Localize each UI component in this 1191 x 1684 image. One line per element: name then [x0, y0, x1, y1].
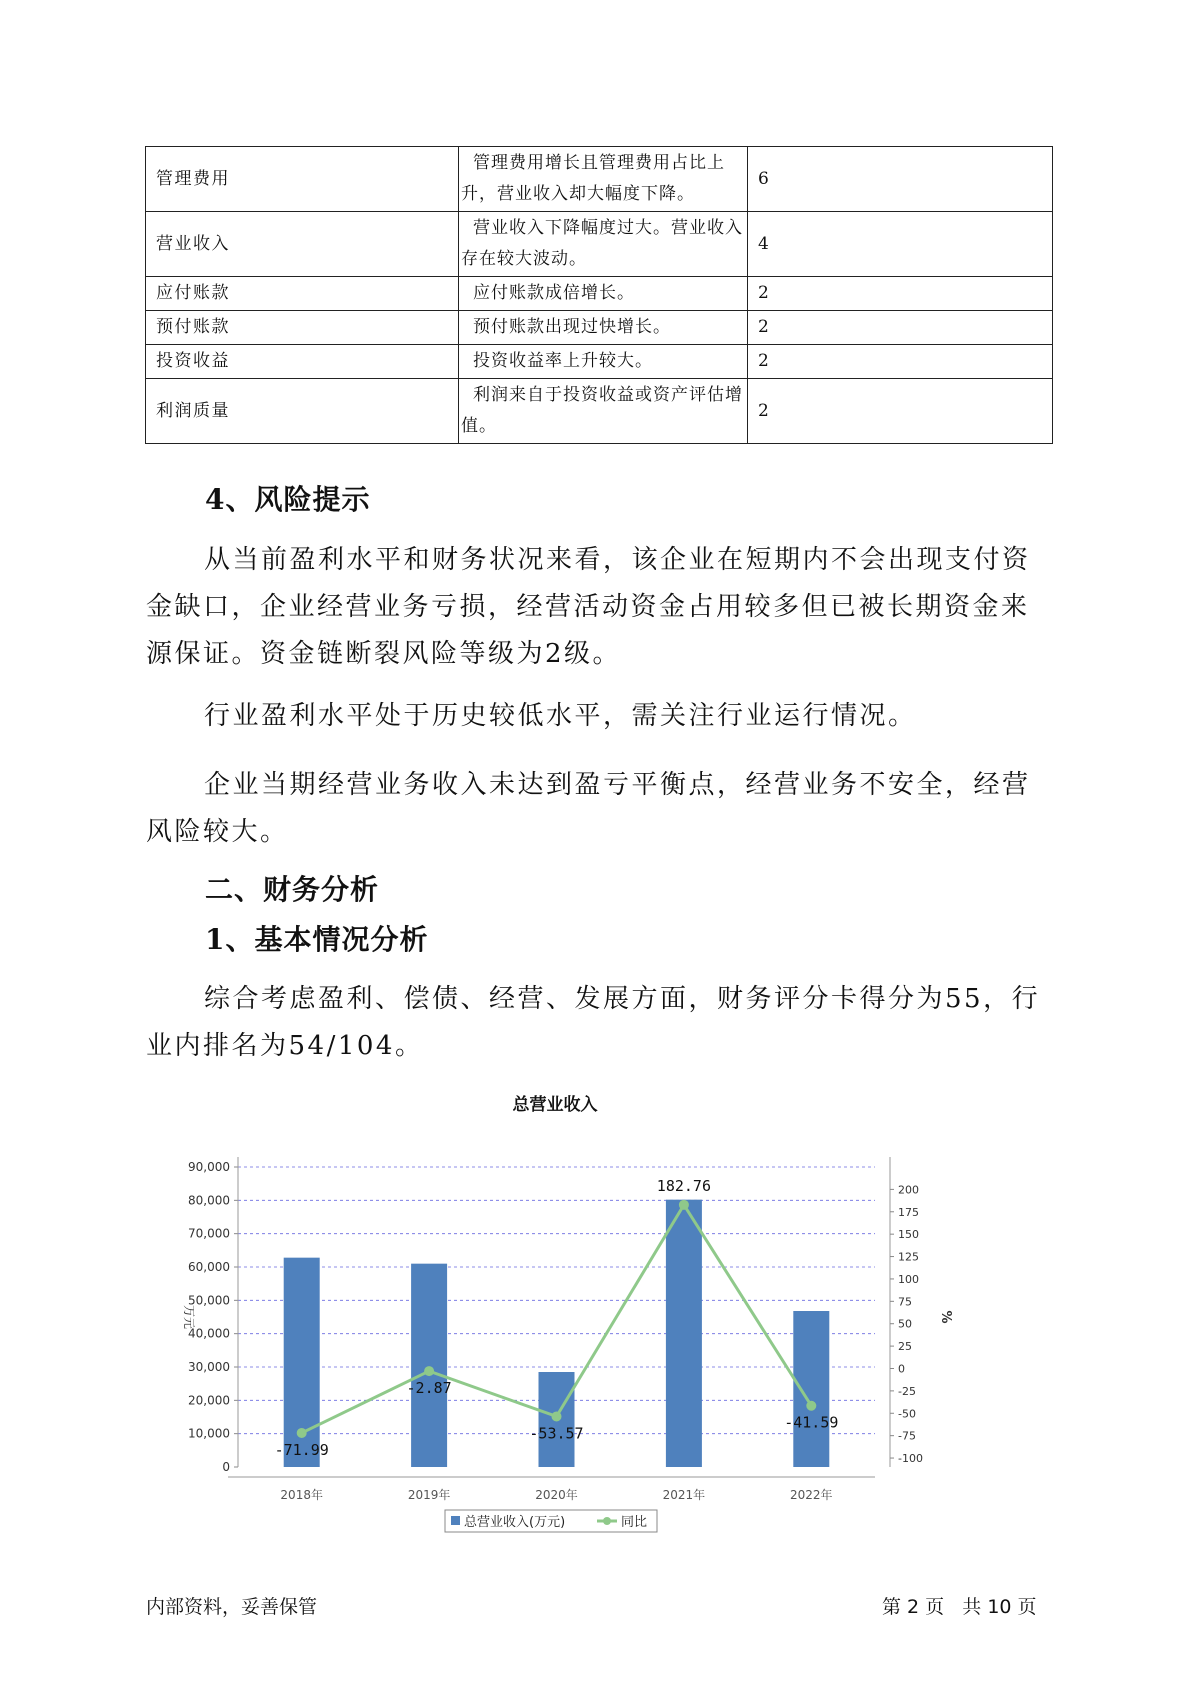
table-cell-item: [146, 311, 459, 345]
basic-analysis-paragraph: 综合考虑盈利、偿债、经营、发展方面，财务评分卡得分为55，行业内排名为54/104。: [146, 984, 1041, 1061]
table-cell-item: [146, 277, 459, 311]
table-cell-score: [748, 311, 1053, 345]
point-yoy: [424, 1366, 434, 1376]
y2-tick-label: 0: [898, 1362, 905, 1376]
y-tick-label: 60,000: [188, 1260, 230, 1274]
table-cell-description: [459, 212, 748, 277]
risk-paragraph-1: 从当前盈利水平和财务状况来看，该企业在短期内不会出现支付资金缺口，企业经营业务亏损，经营活动资金占用较多但已被长期资金来源保证。资金链断裂风险等级为2级。: [146, 545, 1031, 669]
table-cell-item: [146, 345, 459, 379]
y2-tick-label: -50: [898, 1407, 916, 1421]
table-cell-item: [146, 147, 459, 212]
table-cell-description-text: 利润来自于投资收益或资产评估增值。: [461, 385, 743, 436]
risk-paragraph-2: 行业盈利水平处于历史较低水平，需关注行业运行情况。: [204, 701, 917, 731]
table-row: [146, 379, 1053, 444]
data-label-yoy: -71.99: [274, 1440, 329, 1459]
chart-title: 总营业收入: [512, 1095, 598, 1115]
x-tick-label: 2020年: [535, 1488, 578, 1502]
y-tick-label: 70,000: [188, 1226, 230, 1241]
data-label-yoy: -2.87: [406, 1379, 452, 1398]
y-tick-label: 80,000: [188, 1193, 230, 1208]
y-tick-label: 30,000: [188, 1360, 230, 1374]
table-row: [146, 311, 1053, 345]
y-tick-label: 10,000: [188, 1426, 230, 1441]
table-cell-item: [146, 379, 459, 444]
y-tick-label: 90,000: [188, 1160, 230, 1174]
legend-label-revenue: 总营业收入(万元): [464, 1515, 566, 1530]
bar-revenue: [793, 1311, 829, 1467]
table-cell-description-text: 预付账款出现过快增长。: [473, 317, 671, 337]
risk-score-table: [145, 146, 1053, 444]
table-cell-score-text: 2: [758, 283, 769, 303]
table-cell-description: [459, 379, 748, 444]
point-yoy: [297, 1428, 307, 1438]
y2-axis-title: %: [938, 1310, 953, 1324]
table-row: [146, 345, 1053, 379]
y2-tick-label: 175: [898, 1205, 919, 1219]
table-cell-score-text: 2: [758, 400, 769, 421]
revenue-chart: [175, 1092, 1015, 1552]
point-yoy: [679, 1200, 689, 1210]
y2-tick-label: -25: [898, 1384, 916, 1398]
data-label-yoy: 182.76: [656, 1176, 711, 1195]
y-tick-label: 20,000: [188, 1393, 230, 1408]
y2-tick-label: 100: [898, 1272, 919, 1286]
table-cell-score: [748, 345, 1053, 379]
legend-label-yoy: 同比: [621, 1515, 648, 1530]
table-cell-item-text: 预付账款: [156, 317, 230, 337]
y2-tick-label: 75: [898, 1295, 912, 1309]
footer-confidential: 内部资料，妥善保管: [146, 1596, 318, 1618]
data-label-yoy: -53.57: [529, 1424, 584, 1443]
risk-paragraph-3: 企业当期经营业务收入未达到盈亏平衡点，经营业务不安全，经营风险较大。: [146, 770, 1031, 847]
bar-revenue: [411, 1264, 447, 1467]
footer-page-number: 第 2 页 共 10 页: [882, 1596, 1037, 1618]
table-cell-score: [748, 379, 1053, 444]
table-cell-score-text: 2: [758, 351, 769, 371]
data-label-yoy: -41.59: [784, 1413, 839, 1432]
y2-tick-label: 25: [898, 1340, 912, 1354]
table-cell-item-text: 管理费用: [156, 168, 230, 189]
table-cell-item: [146, 212, 459, 277]
table-cell-score-text: 2: [758, 317, 769, 337]
table-row: [146, 212, 1053, 277]
table-cell-score: [748, 277, 1053, 311]
table-cell-description-text: 管理费用增长且管理费用占比上升，营业收入却大幅度下降。: [461, 153, 725, 204]
section-heading-finance: 二、财务分析: [205, 873, 380, 906]
legend-swatch-revenue: [451, 1516, 460, 1525]
y2-tick-label: 50: [898, 1317, 912, 1331]
x-tick-label: 2021年: [662, 1488, 706, 1502]
table-cell-score: [748, 147, 1053, 212]
point-yoy: [806, 1401, 816, 1411]
table-cell-score-text: 4: [758, 233, 769, 254]
x-tick-label: 2019年: [407, 1488, 451, 1502]
y2-tick-label: 150: [898, 1228, 919, 1242]
table-cell-description-text: 应付账款成倍增长。: [473, 283, 635, 303]
table-cell-score-text: 6: [758, 168, 769, 189]
table-cell-description-text: 投资收益率上升较大。: [473, 351, 653, 371]
table-cell-item-text: 利润质量: [156, 400, 230, 421]
table-cell-description: [459, 147, 748, 212]
table-cell-score: [748, 212, 1053, 277]
y-tick-label: 40,000: [188, 1326, 230, 1341]
table-cell-item-text: 应付账款: [156, 283, 230, 303]
table-row: [146, 277, 1053, 311]
subsection-heading-basic: 1、基本情况分析: [205, 923, 429, 956]
x-tick-label: 2022年: [790, 1488, 833, 1502]
y2-tick-label: -100: [898, 1452, 923, 1466]
section-heading-risk: 4、风险提示: [205, 483, 371, 516]
table-row: [146, 147, 1053, 212]
table-cell-item-text: 营业收入: [156, 233, 230, 254]
y2-tick-label: 200: [898, 1183, 919, 1197]
y-tick-label: 50,000: [188, 1293, 230, 1308]
table-cell-description: [459, 345, 748, 379]
table-cell-item-text: 投资收益: [156, 351, 230, 371]
table-cell-description-text: 营业收入下降幅度过大。营业收入存在较大波动。: [461, 218, 743, 269]
y2-tick-label: 125: [898, 1250, 919, 1264]
y-tick-label: 0: [222, 1460, 230, 1474]
y2-tick-label: -75: [898, 1429, 916, 1443]
bar-revenue: [666, 1200, 702, 1467]
table-cell-description: [459, 311, 748, 345]
y-axis-title: 万元: [182, 1304, 196, 1330]
legend-marker-yoy: [603, 1517, 611, 1525]
x-tick-label: 2018年: [280, 1488, 323, 1502]
point-yoy: [552, 1411, 562, 1421]
table-cell-description: [459, 277, 748, 311]
